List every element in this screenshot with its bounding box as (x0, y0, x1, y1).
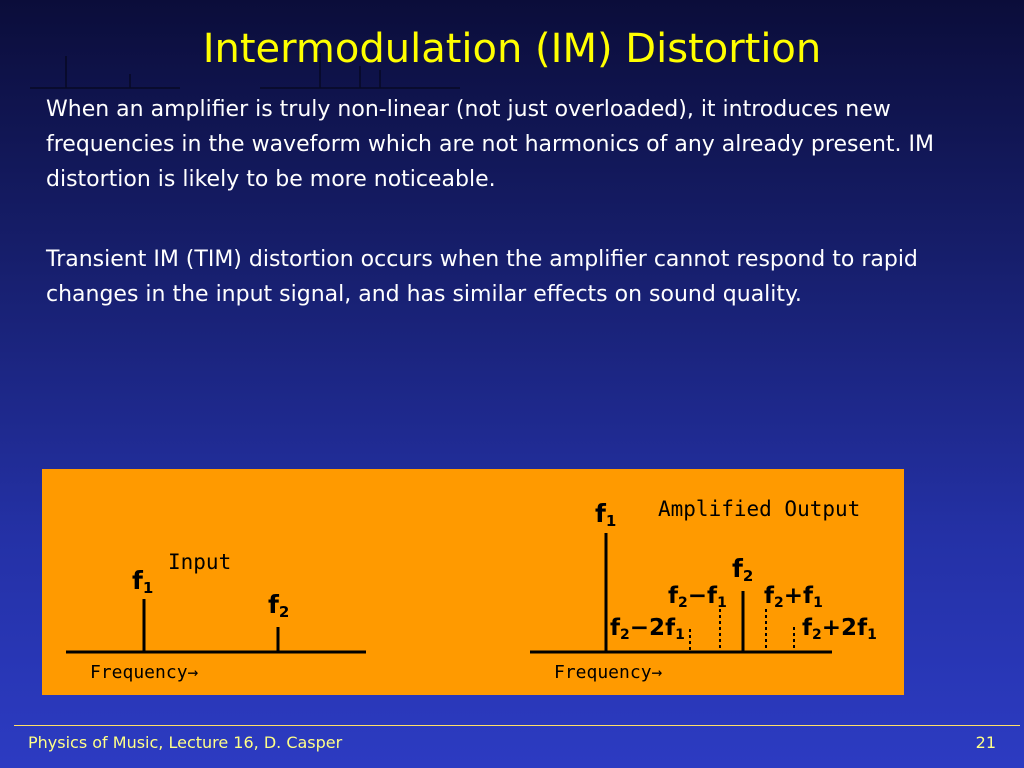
output-f2-plus-f1-label: f2+f1 (764, 583, 823, 611)
slide-title: Intermodulation (IM) Distortion (202, 26, 822, 72)
footer-course-credit: Physics of Music, Lecture 16, D. Casper (28, 733, 343, 752)
input-f2-label: f2 (268, 590, 290, 621)
input-label: Input (168, 550, 232, 574)
output-axis-label: Frequency→ (554, 662, 663, 683)
spectrum-figure (42, 469, 904, 695)
output-f2-minus-2f1-label: f2−2f1 (610, 615, 685, 643)
output-spectrum (530, 497, 877, 683)
output-f2-label: f2 (732, 554, 754, 585)
spectrum-diagram (42, 469, 904, 695)
input-spectrum (66, 550, 366, 683)
input-f1-label: f1 (132, 566, 154, 597)
output-f1-label: f1 (595, 499, 617, 530)
output-label: Amplified Output (658, 497, 861, 521)
output-f2-plus-2f1-label: f2+2f1 (802, 615, 877, 643)
input-axis-label: Frequency→ (90, 662, 199, 683)
paragraph-im-distortion: When an amplifier is truly non-linear (not just overloaded), it introduces new frequencies in the waveform which are not harmonics of any already present. IM distortion is likely to be more noticeable. (46, 97, 935, 192)
paragraph-tim-distortion: Transient IM (TIM) distortion occurs when the amplifier cannot respond to rapid changes in the input signal, and has similar effects on sound quality. (46, 247, 918, 307)
footer-page-number: 21 (975, 733, 996, 752)
output-f2-minus-f1-label: f2−f1 (668, 583, 727, 611)
footer-divider (14, 725, 1020, 726)
